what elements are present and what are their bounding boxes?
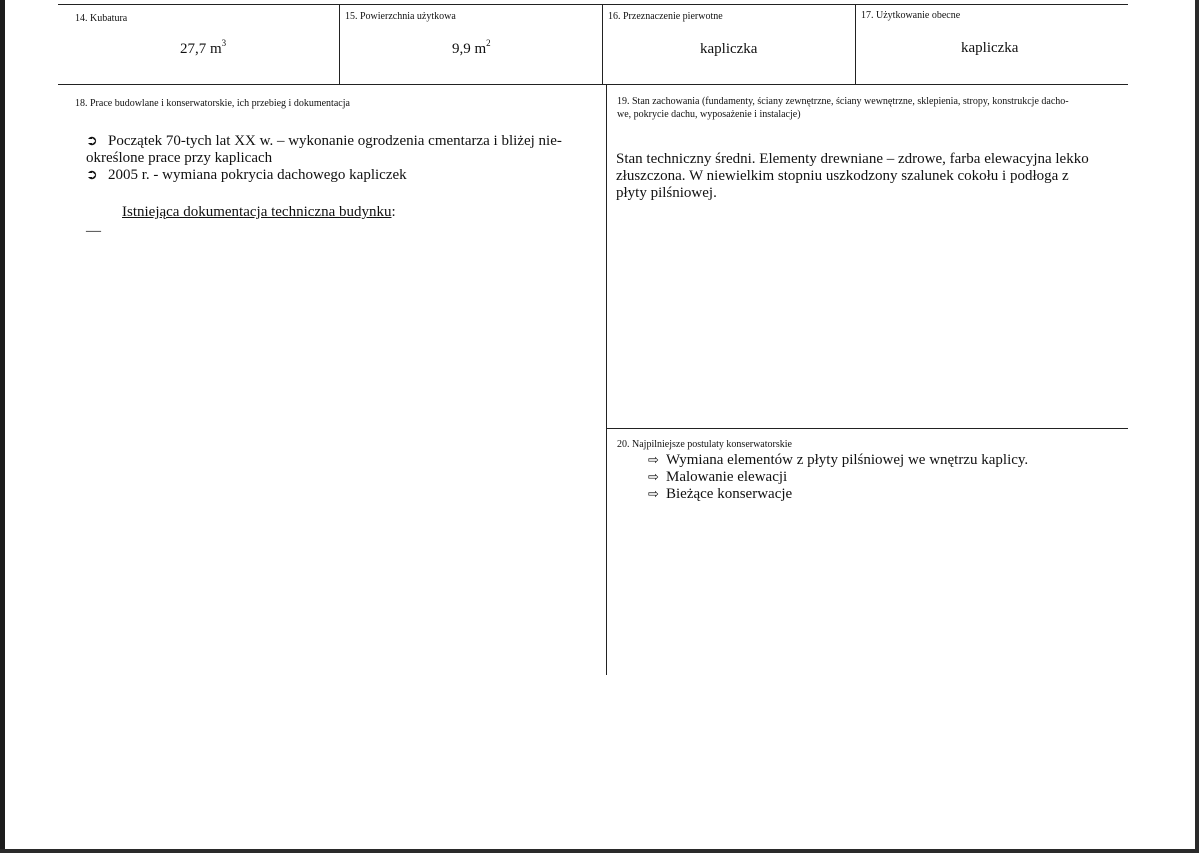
section-19-label-line1: 19. Stan zachowania (fundamenty, ściany zewnętrzne, ściany wewnętrzne, sklepienia, stropy, konstrukcje dacho-: [617, 96, 1069, 107]
divider-19-20: [606, 428, 1128, 429]
kubatura-value: [180, 40, 226, 58]
condition-text-line1: Stan techniczny średni. Elementy drewniane – zdrowe, farba elewacyjna lekko: [616, 151, 1089, 167]
postulate-list: [648, 452, 1028, 503]
white-arrow-bullet-icon: ⇨: [648, 487, 659, 502]
postulate-item-2: ⇨ Malowanie elewacji: [648, 469, 788, 485]
uzytkowanie-value: kapliczka: [961, 40, 1019, 56]
scan-edge-right: [1195, 0, 1199, 853]
przeznaczenie-label: 16. Przeznaczenie pierwotne: [608, 11, 723, 22]
divider-18-19: [606, 85, 607, 675]
section-19-label-line2: we, pokrycie dachu, wyposażenie i instalacje): [617, 109, 801, 120]
postulate-item-3: ⇨ Bieżące konserwacje: [648, 486, 793, 502]
top-rule: [58, 4, 1128, 5]
documentation-value: —: [86, 223, 101, 239]
divider-16-17: [855, 4, 856, 84]
powierzchnia-value: [452, 40, 491, 58]
section-18-label: 18. Prace budowlane i konserwatorskie, ich przebieg i dokumentacja: [75, 98, 350, 109]
kubatura-label: 14. Kubatura: [75, 13, 128, 24]
scan-edge-left: [0, 0, 5, 853]
curved-arrow-bullet-icon: ➲: [86, 133, 98, 149]
work-item-1-line2: określone prace przy kaplicach: [86, 150, 273, 166]
curved-arrow-bullet-icon: ➲: [86, 167, 98, 183]
kubatura-number: 27,7 m: [180, 41, 222, 57]
przeznaczenie-value: kapliczka: [700, 41, 758, 57]
divider-15-16: [602, 4, 603, 84]
scan-edge-bottom: [0, 849, 1199, 853]
documentation-heading-text: Istniejąca dokumentacja techniczna budynku: [122, 204, 392, 220]
work-item-1-line1: ➲ Początek 70-tych lat XX w. – wykonanie ogrodzenia cmentarza i bliżej nie-: [86, 133, 562, 149]
kubatura-exponent: 3: [221, 38, 227, 48]
section-20-label: 20. Najpilniejsze postulaty konserwatorskie: [617, 439, 792, 450]
documentation-heading: Istniejąca dokumentacja techniczna budynku:: [122, 204, 396, 220]
condition-text: [616, 151, 1096, 202]
white-arrow-bullet-icon: ⇨: [648, 453, 659, 468]
divider-14-15: [339, 4, 340, 84]
condition-text-line3: płyty pilśniowej.: [616, 185, 717, 201]
postulate-item-1: ⇨ Wymiana elementów z płyty pilśniowej we wnętrzu kaplicy.: [648, 452, 1029, 468]
white-arrow-bullet-icon: ⇨: [648, 470, 659, 485]
condition-text-line2: złuszczona. W niewielkim stopniu uszkodzony szalunek cokołu i podłoga z: [616, 168, 1069, 184]
powierzchnia-number: 9,9 m: [452, 41, 487, 57]
work-item-1: [86, 133, 591, 167]
uzytkowanie-label: 17. Użytkowanie obecne: [861, 10, 961, 21]
work-item-2: ➲ 2005 r. - wymiana pokrycia dachowego kapliczek: [86, 167, 407, 183]
header-bottom-rule: [58, 84, 1128, 85]
powierzchnia-label: 15. Powierzchnia użytkowa: [345, 11, 456, 22]
powierzchnia-exponent: 2: [486, 38, 491, 48]
